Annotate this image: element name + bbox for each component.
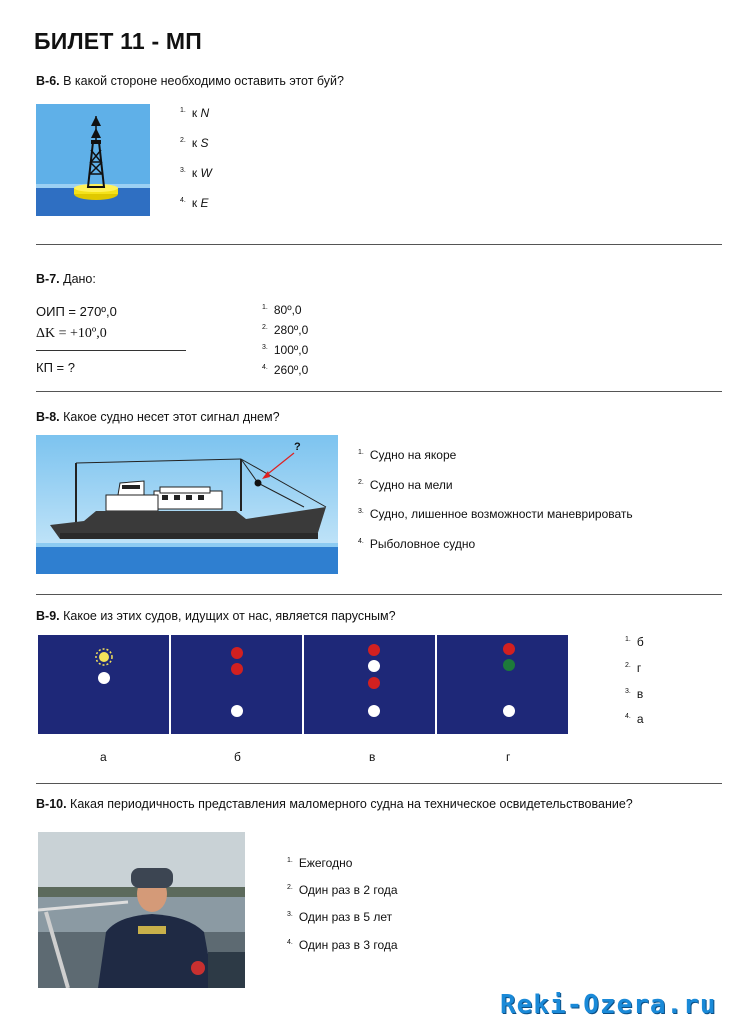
divider xyxy=(36,594,722,595)
q9-option-4[interactable]: $^{4.}$ а xyxy=(625,712,644,726)
question-10 xyxy=(36,797,633,811)
question-7 xyxy=(36,272,96,286)
divider xyxy=(36,783,722,784)
given-underline xyxy=(36,350,186,351)
signal-question-mark: ? xyxy=(294,441,301,453)
lights-b xyxy=(171,635,302,734)
divider xyxy=(36,391,722,392)
ticket-title: БИЛЕТ 11 - МП xyxy=(34,28,203,54)
q6-option-3[interactable]: $^{3.}$ к W xyxy=(180,166,212,180)
question-6 xyxy=(36,74,344,88)
buoy-image xyxy=(36,104,150,216)
panel-label-g: г xyxy=(506,750,511,764)
question-8-number: В-8. xyxy=(36,410,60,424)
q7-option-4[interactable]: $^{4.}$ 260º,0 xyxy=(262,363,309,377)
q10-option-1[interactable]: $^{1.}$ Ежегодно xyxy=(287,856,353,870)
q9-option-3[interactable]: $^{3.}$ в xyxy=(625,687,644,701)
q7-option-2[interactable]: $^{2.}$ 280º,0 xyxy=(262,323,309,337)
panel-label-a: а xyxy=(100,750,107,764)
given-deviation: ΔK = +10º,0 xyxy=(36,326,107,341)
question-10-number: В-10. xyxy=(36,797,67,811)
lights-panel-v xyxy=(304,635,435,734)
question-8 xyxy=(36,410,280,424)
buoy-illustration xyxy=(36,104,150,216)
q10-option-3[interactable]: $^{3.}$ Один раз в 5 лет xyxy=(287,910,393,924)
panel-label-v: в xyxy=(369,750,376,764)
q6-option-1[interactable]: $^{1.}$ к N xyxy=(180,106,210,120)
inspector-photo xyxy=(38,832,245,988)
question-9-number: В-9. xyxy=(36,609,60,623)
lights-g xyxy=(437,635,568,734)
q6-option-4[interactable]: $^{4.}$ к E xyxy=(180,196,209,210)
ship-image xyxy=(36,435,338,574)
site-watermark: Reki-Ozera.ru xyxy=(500,990,717,1020)
question-8-text: Какое судно несет этот сигнал днем? xyxy=(59,410,280,424)
panel-label-b: б xyxy=(234,750,241,764)
question-9 xyxy=(36,609,396,623)
question-6-text: В какой стороне необходимо оставить этот буй? xyxy=(59,74,344,88)
lights-a xyxy=(38,635,169,734)
q7-option-1[interactable]: $^{1.}$ 80º,0 xyxy=(262,303,302,317)
ship-illustration xyxy=(36,435,338,574)
given-bearing: ОИП = 270º,0 xyxy=(36,304,117,319)
q8-option-1[interactable]: $^{1.}$ Судно на якоре xyxy=(358,448,457,462)
q8-option-3[interactable]: $^{3.}$ Судно, лишенное возможности маневрировать xyxy=(358,507,633,521)
q8-option-2[interactable]: $^{2.}$ Судно на мели xyxy=(358,478,453,492)
question-10-text: Какая периодичность представления маломерного судна на техническое освидетельствование? xyxy=(66,797,633,811)
q6-option-2[interactable]: $^{2.}$ к S xyxy=(180,136,209,150)
question-7-text: Дано: xyxy=(59,272,96,286)
question-9-text: Какое из этих судов, идущих от нас, является парусным? xyxy=(59,609,396,623)
question-6-number: В-6. xyxy=(36,74,60,88)
q7-option-3[interactable]: $^{3.}$ 100º,0 xyxy=(262,343,309,357)
inspector-illustration xyxy=(38,832,245,988)
lights-v xyxy=(304,635,435,734)
q8-option-4[interactable]: $^{4.}$ Рыболовное судно xyxy=(358,537,476,551)
q10-option-2[interactable]: $^{2.}$ Один раз в 2 года xyxy=(287,883,398,897)
q9-option-2[interactable]: $^{2.}$ г xyxy=(625,661,642,675)
lights-panel-a xyxy=(38,635,169,734)
q9-option-1[interactable]: $^{1.}$ б xyxy=(625,635,644,649)
divider xyxy=(36,244,722,245)
lights-panel-b xyxy=(171,635,302,734)
q10-option-4[interactable]: $^{4.}$ Один раз в 3 года xyxy=(287,938,398,952)
find-course: КП = ? xyxy=(36,360,75,375)
lights-panel-g xyxy=(437,635,568,734)
question-7-number: В-7. xyxy=(36,272,60,286)
